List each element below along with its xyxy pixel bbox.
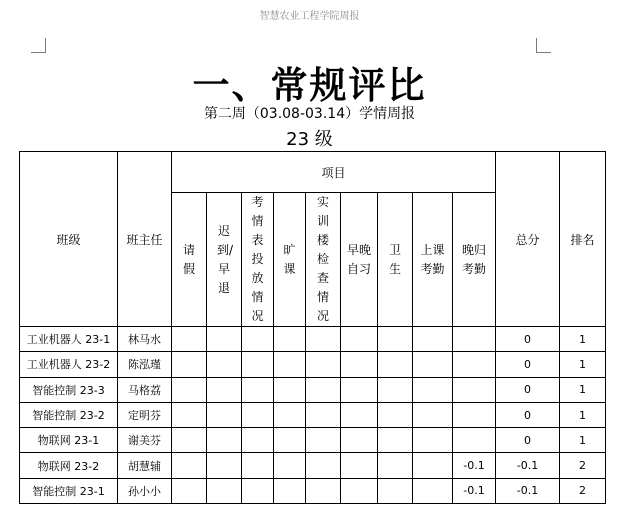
cell-rank: 2	[560, 478, 606, 503]
cell-total: 0	[496, 402, 560, 427]
grade-label: 23 级	[286, 129, 333, 150]
header-late-return: 晚归考勤	[453, 193, 496, 327]
cell-total: 0	[496, 377, 560, 402]
cell-hygiene	[378, 352, 413, 377]
cell-self-study	[341, 402, 378, 427]
cell-absence	[274, 402, 306, 427]
cell-late-return	[453, 402, 496, 427]
cell-hygiene	[378, 453, 413, 478]
cell-hygiene	[378, 402, 413, 427]
cell-hygiene	[378, 428, 413, 453]
margin-corner-mark	[31, 38, 46, 53]
cell-attendance-sheet	[242, 453, 274, 478]
cell-late-return: -0.1	[453, 453, 496, 478]
header-absence: 旷课	[274, 193, 306, 327]
cell-late-early	[207, 453, 242, 478]
cell-leave	[172, 377, 207, 402]
cell-rank: 1	[560, 402, 606, 427]
cell-class: 物联网 23-2	[20, 453, 118, 478]
margin-corner-mark	[536, 38, 551, 53]
cell-leave	[172, 478, 207, 503]
header-rank: 排名	[560, 152, 606, 327]
cell-attendance-sheet	[242, 478, 274, 503]
cell-self-study	[341, 428, 378, 453]
cell-class-attendance	[413, 428, 453, 453]
cell-teacher: 胡慧辅	[118, 453, 172, 478]
cell-hygiene	[378, 377, 413, 402]
header-leave: 请假	[172, 193, 207, 327]
table-row	[20, 453, 606, 478]
header-class-attendance: 上课考勤	[413, 193, 453, 327]
evaluation-table	[19, 151, 606, 504]
cell-late-return	[453, 352, 496, 377]
header-class: 班级	[20, 152, 118, 327]
cell-hygiene	[378, 478, 413, 503]
cell-leave	[172, 402, 207, 427]
cell-rank: 1	[560, 428, 606, 453]
cell-rank: 1	[560, 377, 606, 402]
cell-training-check	[306, 453, 341, 478]
cell-attendance-sheet	[242, 402, 274, 427]
cell-absence	[274, 327, 306, 352]
cell-self-study	[341, 352, 378, 377]
cell-late-early	[207, 352, 242, 377]
cell-absence	[274, 377, 306, 402]
table-row	[20, 327, 606, 352]
cell-training-check	[306, 327, 341, 352]
cell-class: 工业机器人 23-2	[20, 352, 118, 377]
cell-absence	[274, 478, 306, 503]
header-project: 项目	[172, 152, 496, 193]
header-attendance-sheet: 考情表投放情况	[242, 193, 274, 327]
cell-leave	[172, 327, 207, 352]
cell-class-attendance	[413, 402, 453, 427]
cell-teacher: 定明芬	[118, 402, 172, 427]
cell-rank: 1	[560, 352, 606, 377]
cell-absence	[274, 453, 306, 478]
cell-rank: 2	[560, 453, 606, 478]
cell-class-attendance	[413, 453, 453, 478]
header-self-study: 早晚自习	[341, 193, 378, 327]
cell-training-check	[306, 402, 341, 427]
cell-teacher: 谢美芬	[118, 428, 172, 453]
cell-late-early	[207, 402, 242, 427]
header-teacher: 班主任	[118, 152, 172, 327]
section-title: 一、常规评比	[192, 64, 427, 107]
table-row	[20, 402, 606, 427]
cell-hygiene	[378, 327, 413, 352]
table-row	[20, 478, 606, 503]
cell-attendance-sheet	[242, 428, 274, 453]
cell-leave	[172, 352, 207, 377]
cell-class: 智能控制 23-1	[20, 478, 118, 503]
cell-teacher: 林马水	[118, 327, 172, 352]
cell-rank: 1	[560, 327, 606, 352]
report-subtitle: 第二周（03.08-03.14）学情周报	[203, 106, 416, 122]
header-total: 总分	[496, 152, 560, 327]
cell-training-check	[306, 428, 341, 453]
cell-total: -0.1	[496, 478, 560, 503]
table-row	[20, 428, 606, 453]
cell-self-study	[341, 377, 378, 402]
cell-attendance-sheet	[242, 377, 274, 402]
cell-leave	[172, 428, 207, 453]
document-header: 智慧农业工程学院周报	[259, 11, 360, 22]
cell-total: -0.1	[496, 453, 560, 478]
cell-training-check	[306, 352, 341, 377]
cell-late-return	[453, 428, 496, 453]
cell-attendance-sheet	[242, 327, 274, 352]
cell-leave	[172, 453, 207, 478]
table-row	[20, 352, 606, 377]
cell-attendance-sheet	[242, 352, 274, 377]
cell-late-return	[453, 327, 496, 352]
cell-absence	[274, 352, 306, 377]
cell-training-check	[306, 478, 341, 503]
cell-self-study	[341, 478, 378, 503]
cell-late-early	[207, 377, 242, 402]
cell-absence	[274, 428, 306, 453]
cell-self-study	[341, 453, 378, 478]
cell-late-early	[207, 428, 242, 453]
cell-teacher: 马格荔	[118, 377, 172, 402]
cell-self-study	[341, 327, 378, 352]
cell-late-return: -0.1	[453, 478, 496, 503]
cell-class-attendance	[413, 478, 453, 503]
cell-late-return	[453, 377, 496, 402]
cell-total: 0	[496, 428, 560, 453]
table-row	[20, 377, 606, 402]
header-hygiene: 卫生	[378, 193, 413, 327]
cell-class: 工业机器人 23-1	[20, 327, 118, 352]
cell-teacher: 陈泓瑾	[118, 352, 172, 377]
cell-class-attendance	[413, 352, 453, 377]
cell-total: 0	[496, 352, 560, 377]
cell-class: 智能控制 23-2	[20, 402, 118, 427]
cell-class: 智能控制 23-3	[20, 377, 118, 402]
cell-class-attendance	[413, 327, 453, 352]
cell-total: 0	[496, 327, 560, 352]
cell-training-check	[306, 377, 341, 402]
cell-class: 物联网 23-1	[20, 428, 118, 453]
cell-teacher: 孙小小	[118, 478, 172, 503]
cell-class-attendance	[413, 377, 453, 402]
cell-late-early	[207, 327, 242, 352]
header-late-early: 迟到/早退	[207, 193, 242, 327]
cell-late-early	[207, 478, 242, 503]
header-training-check: 实训楼检查情况	[306, 193, 341, 327]
